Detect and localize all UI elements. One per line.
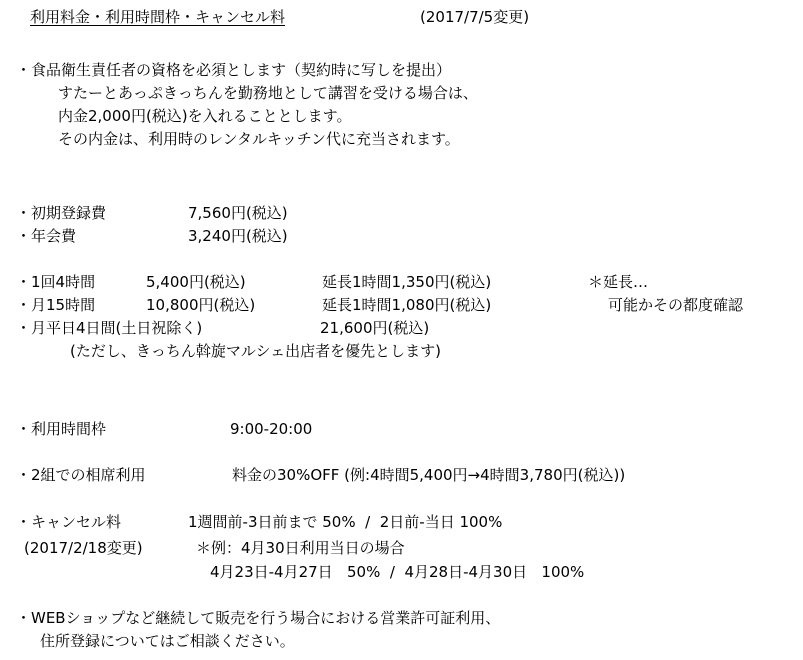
qualification-line-1: ・食品衛生責任者の資格を必須とします（契約時に写しを提出） <box>16 61 452 79</box>
cancel-rate: 1週間前-3日前まで 50% / 2日前-当日 100% <box>188 513 503 531</box>
qualification-line-3: 内金2,000円(税込)を入れることとします。 <box>58 107 352 125</box>
cancel-example-detail: 4月23日-4月27日 50% / 4月28日-4月30日 100% <box>210 563 585 581</box>
qualification-line-2: すたーとあっぷきっちんを勤務地として講習を受ける場合は、 <box>58 84 478 102</box>
plan-1-price: 5,400円(税込) <box>146 273 246 291</box>
initial-fee-value: 7,560円(税込) <box>188 204 288 222</box>
plan-2-price: 10,800円(税込) <box>146 296 256 314</box>
revision-date: (2017/7/5変更) <box>420 8 530 26</box>
plan-2-label: ・月15時間 <box>16 296 96 314</box>
plan-3-label: ・月平日4日間(土日祝除く) <box>16 319 203 337</box>
plan-3-note: (ただし、きっちん斡旋マルシェ出店者を優先とします) <box>70 342 442 360</box>
plan-1-extension: 延長1時間1,350円(税込) <box>322 273 492 291</box>
annual-fee-value: 3,240円(税込) <box>188 227 288 245</box>
plan-3-price: 21,600円(税込) <box>320 319 430 337</box>
cancel-label: ・キャンセル料 <box>16 513 122 531</box>
extension-note-2: 可能かその都度確認 <box>608 296 744 314</box>
hours-value: 9:00-20:00 <box>230 420 313 438</box>
initial-fee-label: ・初期登録費 <box>16 204 107 222</box>
plan-1-label: ・1回4時間 <box>16 273 96 291</box>
extension-note-1: ＊延長… <box>588 273 649 291</box>
qualification-line-4: その内金は、利用時のレンタルキッチン代に充当されます。 <box>58 130 460 148</box>
hours-label: ・利用時間枠 <box>16 420 107 438</box>
annual-fee-label: ・年会費 <box>16 227 77 245</box>
permit-line-2: 住所登録についてはご相談ください。 <box>40 632 295 650</box>
shared-use-label: ・2組での相席利用 <box>16 466 146 484</box>
cancel-changed-date: (2017/2/18変更) <box>24 539 143 557</box>
plan-2-extension: 延長1時間1,080円(税込) <box>322 296 492 314</box>
cancel-example-title: ＊例：4月30日利用当日の場合 <box>196 539 405 557</box>
page-title: 利用料金・利用時間枠・キャンセル料 <box>30 8 286 26</box>
shared-use-value: 料金の30%OFF (例:4時間5,400円→4時間3,780円(税込)) <box>232 466 626 484</box>
permit-line-1: ・WEBショップなど継続して販売を行う場合における営業許可証利用、 <box>16 609 501 627</box>
